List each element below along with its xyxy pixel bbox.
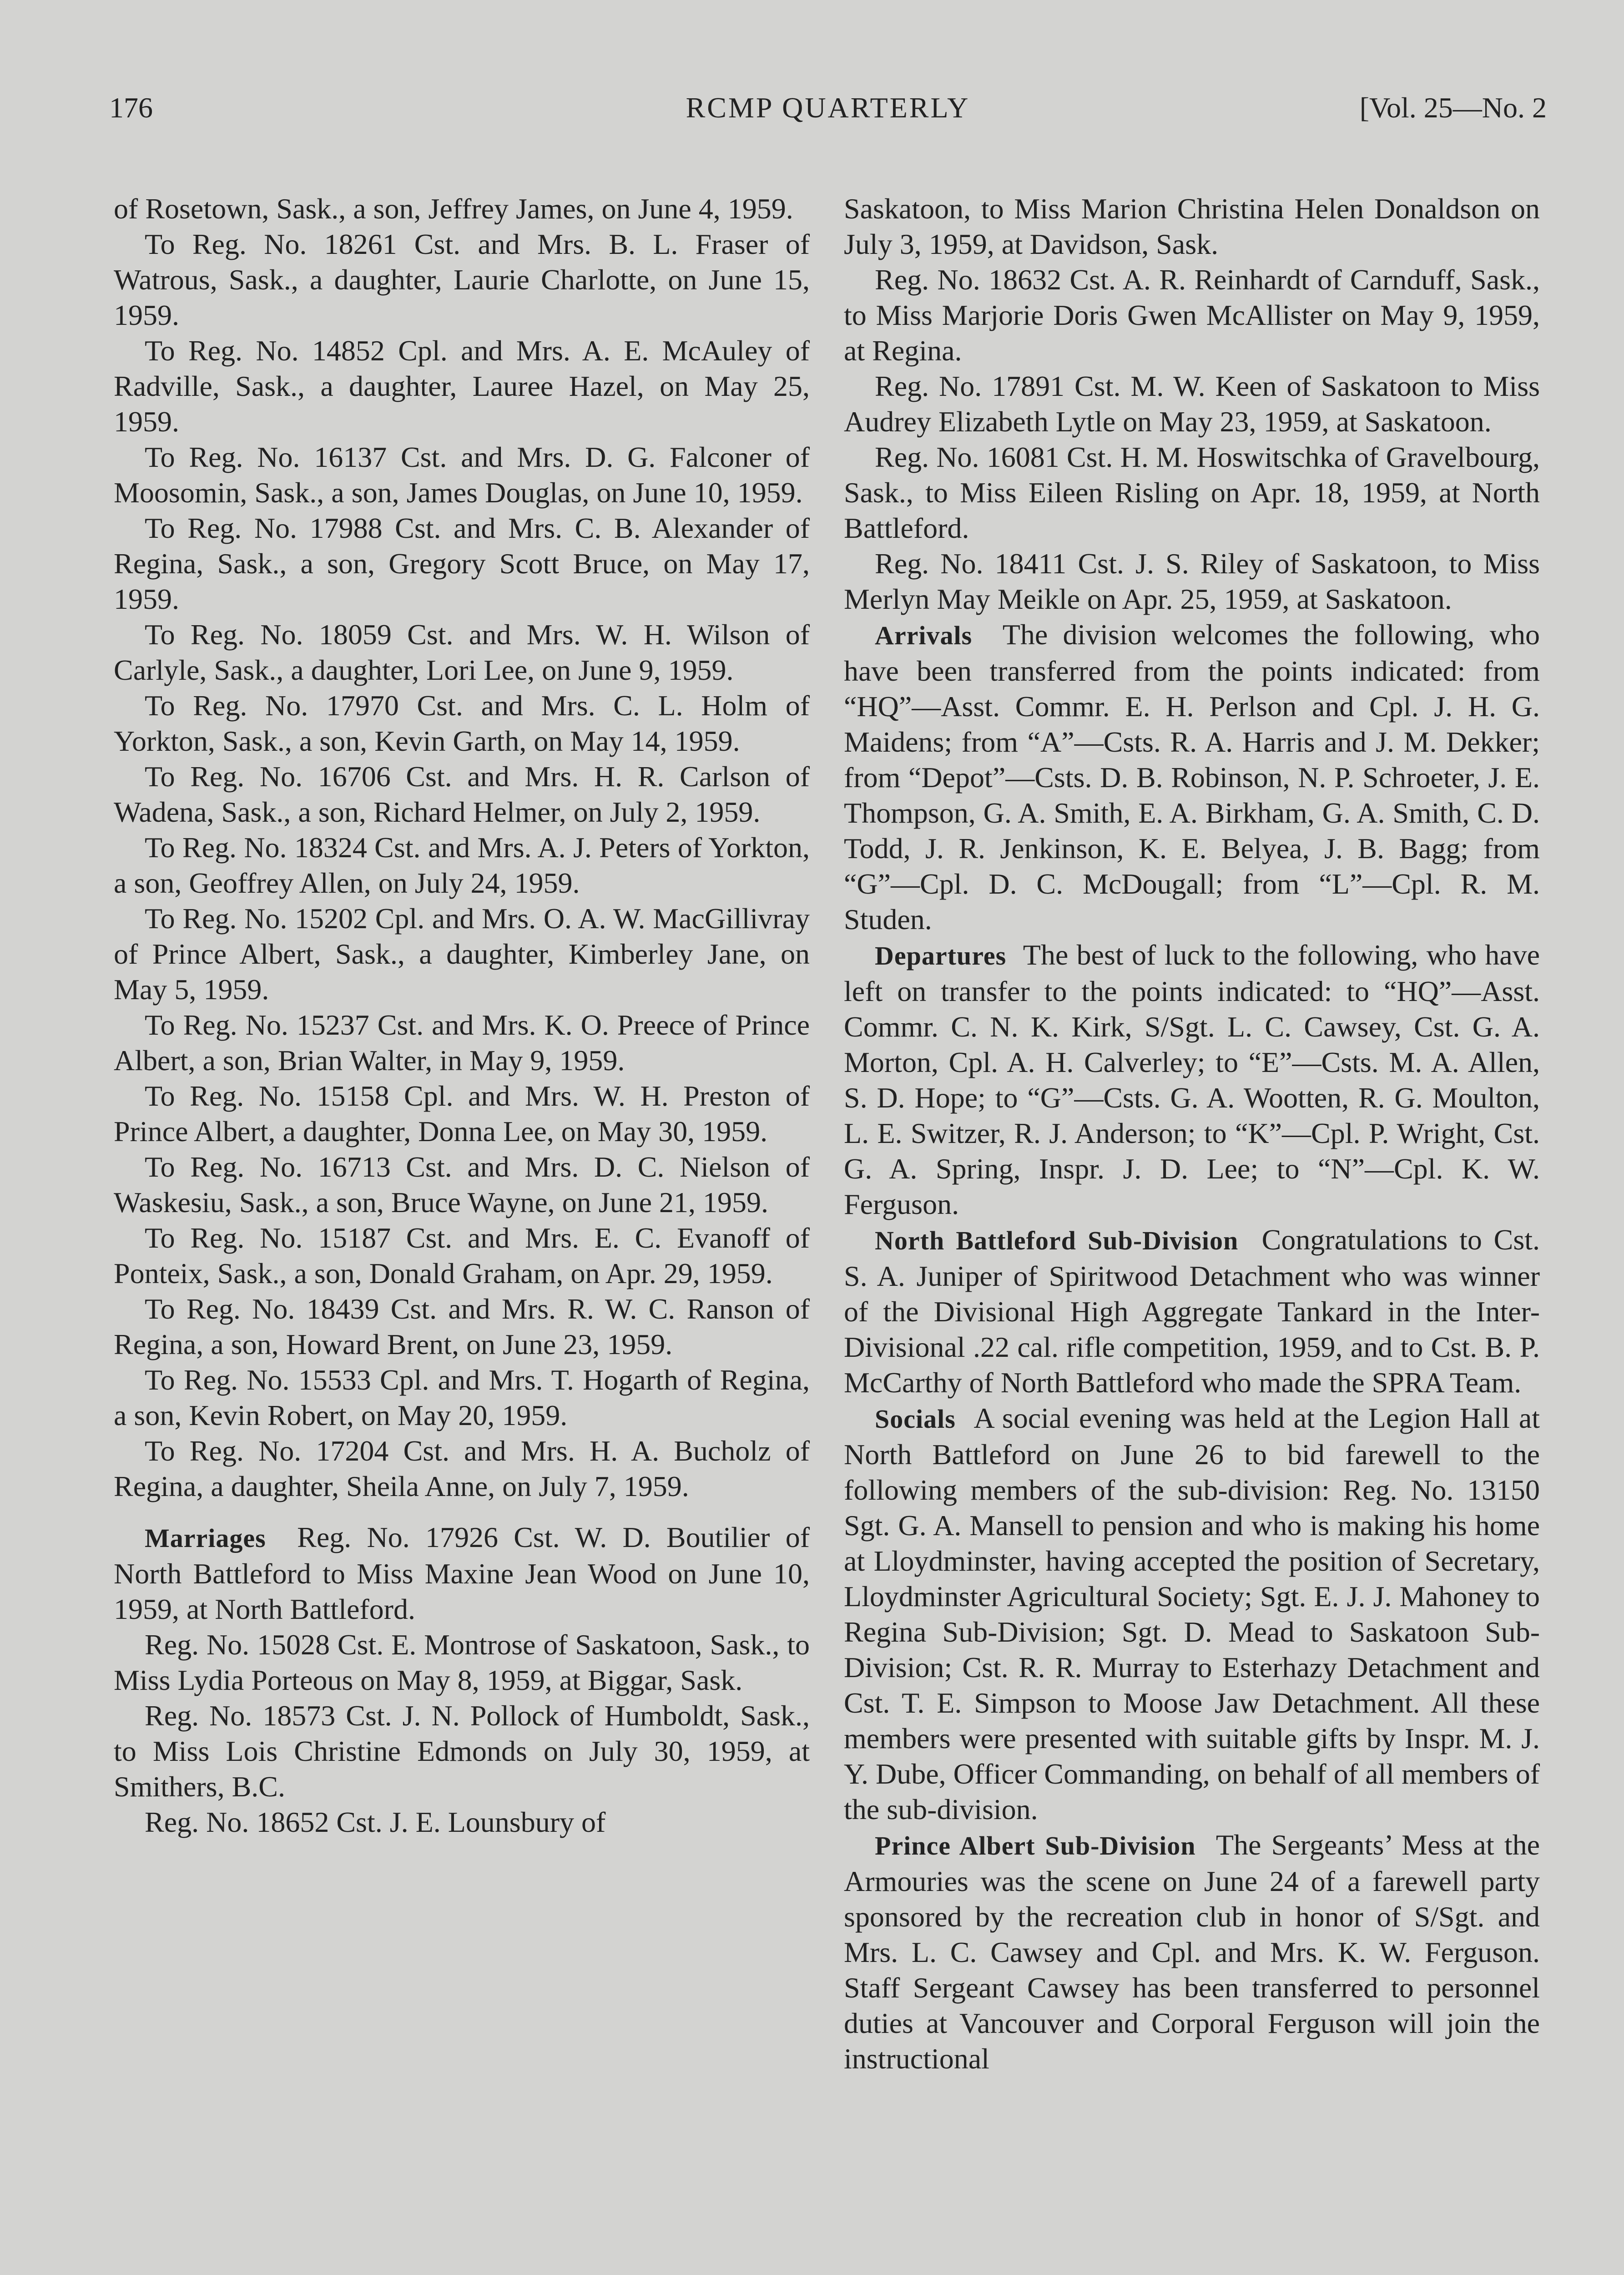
paragraph-socials: Socials A social evening was held at the Legion Hall at North Battleford on June 26 to bid farewell to the following members of the sub-division: Reg. No. 13150 Sgt. G. A. Mansell to pension and who is making his home at Lloydminster, having accepted the position of Secretary, Lloydminster Agricultural Society; Sgt. E. J. J. Mahoney to Regina Sub-Division; Sgt. D. Mead to Saskatoon Sub-Division; Cst. R. R. Murray to Esterhazy Detachment and Cst. T. E. Simpson to Moose Jaw Detachment. All these members were presented with suitable gifts by Inspr. M. J. Y. Dube, Officer Commanding, on behalf of all members of the sub-division. xyxy=(844,1402,1540,1825)
section-heading-socials: Socials xyxy=(875,1404,956,1434)
section-heading-marriages: Marriages xyxy=(145,1523,266,1553)
right-column xyxy=(844,191,1540,2077)
page-header xyxy=(109,91,1547,141)
paragraph-north-battleford: North Battleford Sub-Division Congratulations to Cst. S. A. Juniper of Spiritwood Detachment who was winner of the Divisional High Aggregate Tankard in the Inter-Divisional .22 cal. rifle competition, 1959, and to Cst. B. P. McCarthy of North Battleford who made the SPRA Team. xyxy=(844,1223,1540,1399)
paragraph: To Reg. No. 17988 Cst. and Mrs. C. B. Alexander of Regina, Sask., a son, Gregory Scott Bruce, on May 17, 1959. xyxy=(114,512,810,615)
section-heading-north-battleford: North Battleford Sub-Division xyxy=(875,1226,1239,1255)
journal-title: RCMP QUARTERLY xyxy=(686,91,970,124)
paragraph: Reg. No. 16081 Cst. H. M. Hoswitschka of Gravelbourg, Sask., to Miss Eileen Risling on Apr. 18, 1959, at North Battleford. xyxy=(844,441,1540,544)
paragraph: Reg. No. 17891 Cst. M. W. Keen of Saskatoon to Miss Audrey Elizabeth Lytle on May 23, 1959, at Saskatoon. xyxy=(844,370,1540,438)
paragraph: To Reg. No. 15202 Cpl. and Mrs. O. A. W. MacGillivray of Prince Albert, Sask., a daughter, Kimberley Jane, on May 5, 1959. xyxy=(114,902,810,1006)
paragraph: Reg. No. 15028 Cst. E. Montrose of Saskatoon, Sask., to Miss Lydia Porteous on May 8, 1959, at Biggar, Sask. xyxy=(114,1628,810,1696)
paragraph: Reg. No. 18411 Cst. J. S. Riley of Saskatoon, to Miss Merlyn May Meikle on Apr. 25, 1959, at Saskatoon. xyxy=(844,547,1540,615)
paragraph: Reg. No. 18652 Cst. J. E. Lounsbury of xyxy=(145,1806,606,1838)
paragraph: Reg. No. 18632 Cst. A. R. Reinhardt of Carnduff, Sask., to Miss Marjorie Doris Gwen McAllister on May 9, 1959, at Regina. xyxy=(844,263,1540,367)
paragraph: To Reg. No. 14852 Cpl. and Mrs. A. E. McAuley of Radville, Sask., a daughter, Lauree Hazel, on May 25, 1959. xyxy=(114,334,810,438)
section-heading-arrivals: Arrivals xyxy=(875,621,973,650)
paragraph: To Reg. No. 18261 Cst. and Mrs. B. L. Fraser of Watrous, Sask., a daughter, Laurie Charlotte, on June 15, 1959. xyxy=(114,228,810,331)
paragraph: To Reg. No. 18324 Cst. and Mrs. A. J. Peters of Yorkton, a son, Geoffrey Allen, on July 24, 1959. xyxy=(114,831,810,899)
paragraph: To Reg. No. 18059 Cst. and Mrs. W. H. Wilson of Carlyle, Sask., a daughter, Lori Lee, on June 9, 1959. xyxy=(114,618,810,686)
paragraph: Reg. No. 18573 Cst. J. N. Pollock of Humboldt, Sask., to Miss Lois Christine Edmonds on July 30, 1959, at Smithers, B.C. xyxy=(114,1699,810,1803)
paragraph-departures: Departures The best of luck to the following, who have left on transfer to the points indicated: to “HQ”—Asst. Commr. C. N. K. Kirk, S/Sgt. L. C. Cawsey, Cst. G. A. Morton, Cpl. A. H. Calverley; to “E”—Csts. M. A. Allen, S. D. Hope; to “G”—Csts. G. A. Wootten, R. G. Moulton, L. E. Switzer, R. J. Anderson; to “K”—Cpl. P. Wright, Cst. G. A. Spring, Inspr. J. D. Lee; to “N”—Cpl. K. W. Ferguson. xyxy=(844,939,1540,1220)
section-heading-departures: Departures xyxy=(875,941,1007,971)
volume-issue: [Vol. 25—No. 2 xyxy=(1359,91,1547,124)
paragraph-marriages: Marriages Reg. No. 17926 Cst. W. D. Boutilier of North Battleford to Miss Maxine Jean Wood on June 10, 1959, at North Battleford. xyxy=(114,1521,810,1625)
paragraph: To Reg. No. 16713 Cst. and Mrs. D. C. Nielson of Waskesiu, Sask., a son, Bruce Wayne, on June 21, 1959. xyxy=(114,1151,810,1218)
paragraph-prince-albert: Prince Albert Sub-Division The Sergeants’ Mess at the Armouries was the scene on June 24 of a farewell party sponsored by the recreation club in honor of S/Sgt. and Mrs. L. C. Cawsey and Cpl. and Mrs. K. W. Ferguson. Staff Sergeant Cawsey has been transferred to personnel duties at Vancouver and Corporal Ferguson will join the instructional xyxy=(844,1829,1540,2075)
left-column xyxy=(114,191,810,1840)
paragraph: To Reg. No. 15533 Cpl. and Mrs. T. Hogarth of Regina, a son, Kevin Robert, on May 20, 1959. xyxy=(114,1364,810,1431)
paragraph-arrivals: Arrivals The division welcomes the following, who have been transferred from the points indicated: from “HQ”—Asst. Commr. E. H. Perlson and Cpl. J. H. G. Maidens; from “A”—Csts. R. A. Harris and J. M. Dekker; from “Depot”—Csts. D. B. Robinson, N. P. Schroeter, J. E. Thompson, G. A. Smith, E. A. Birkham, G. A. Smith, C. D. Todd, J. R. Jenkinson, K. E. Belyea, J. B. Bagg; from “G”—Cpl. D. C. McDougall; from “L”—Cpl. R. M. Studen. xyxy=(844,618,1540,935)
paragraph: To Reg. No. 16137 Cst. and Mrs. D. G. Falconer of Moosomin, Sask., a son, James Douglas, on June 10, 1959. xyxy=(114,441,810,509)
paragraph: To Reg. No. 16706 Cst. and Mrs. H. R. Carlson of Wadena, Sask., a son, Richard Helmer, on July 2, 1959. xyxy=(114,760,810,828)
page-number: 176 xyxy=(109,91,153,124)
paragraph: To Reg. No. 18439 Cst. and Mrs. R. W. C. Ranson of Regina, a son, Howard Brent, on June 23, 1959. xyxy=(114,1293,810,1360)
paragraph: To Reg. No. 17204 Cst. and Mrs. H. A. Bucholz of Regina, a daughter, Sheila Anne, on July 7, 1959. xyxy=(114,1435,810,1502)
section-heading-prince-albert: Prince Albert Sub-Division xyxy=(875,1831,1196,1860)
paragraph: To Reg. No. 15158 Cpl. and Mrs. W. H. Preston of Prince Albert, a daughter, Donna Lee, on May 30, 1959. xyxy=(114,1080,810,1148)
paragraph: To Reg. No. 15237 Cst. and Mrs. K. O. Preece of Prince Albert, a son, Brian Walter, in May 9, 1959. xyxy=(114,1009,810,1077)
paragraph: To Reg. No. 15187 Cst. and Mrs. E. C. Evanoff of Ponteix, Sask., a son, Donald Graham, on Apr. 29, 1959. xyxy=(114,1222,810,1289)
paragraph: Saskatoon, to Miss Marion Christina Helen Donaldson on July 3, 1959, at Davidson, Sask. xyxy=(844,192,1540,260)
paragraph: of Rosetown, Sask., a son, Jeffrey James, on June 4, 1959. xyxy=(114,192,793,225)
paragraph: To Reg. No. 17970 Cst. and Mrs. C. L. Holm of Yorkton, Sask., a son, Kevin Garth, on May 14, 1959. xyxy=(114,689,810,757)
